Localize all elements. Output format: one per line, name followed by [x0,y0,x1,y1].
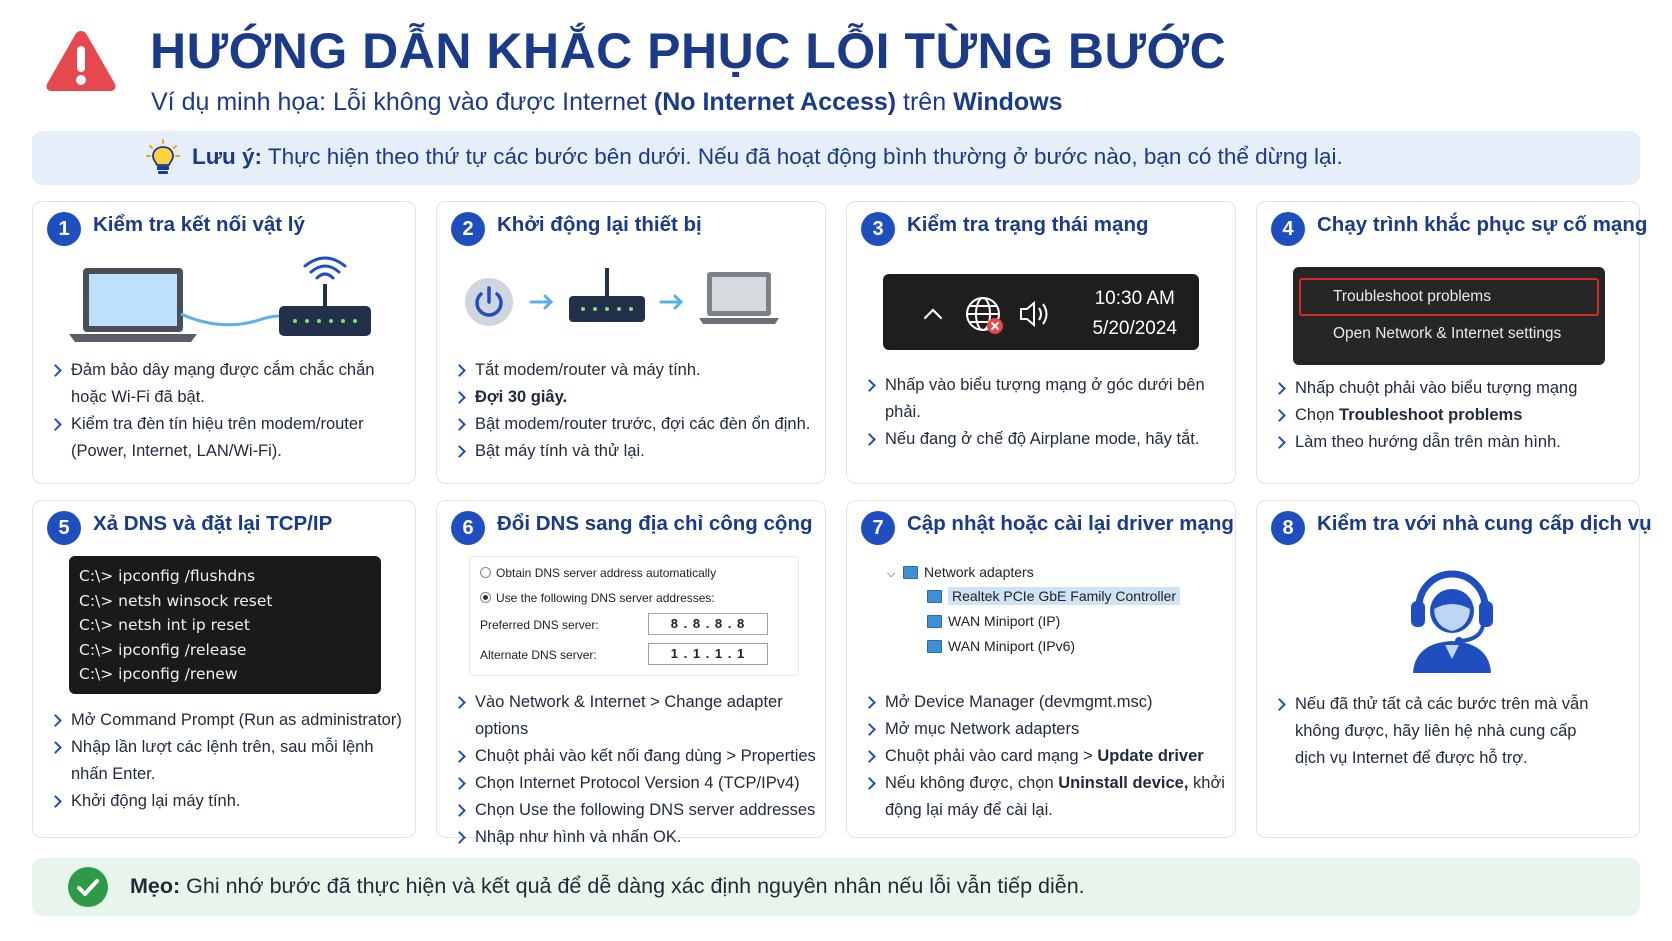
list-item: Đảm bảo dây mạng được cắm chắc chắn hoặc Wi-Fi đã bật. [49,357,409,411]
preferred-dns-input[interactable]: 8 . 8 . 8 . 8 [648,613,768,635]
list-item: Mở Device Manager (devmgmt.msc) [863,689,1229,716]
tray-time: 10:30 AM [1094,288,1175,309]
preferred-dns-label: Preferred DNS server: [480,618,599,632]
list-item: Nhấp chuột phải vào biểu tượng mạng [1273,375,1633,402]
list-item: Chọn Troubleshoot problems [1273,402,1633,429]
step-card-6 [436,500,826,846]
header [40,22,1640,122]
network-adapter-icon [927,590,942,603]
chevron-down-icon: ⌵ [887,568,896,580]
tree-item-realtek[interactable]: Realtek PCIe GbE Family Controller [927,588,1180,604]
chevron-up-icon [925,310,941,318]
step-card-7 [846,500,1236,838]
step-bullets [453,689,823,851]
support-agent-icon [1407,563,1497,673]
network-adapter-icon [927,640,942,653]
check-circle-icon [68,867,108,907]
step-card-4 [1256,201,1648,484]
tree-item-wan-ipv6[interactable]: WAN Miniport (IPv6) [927,638,1075,654]
radio-button [480,567,491,578]
step-bullets [49,707,413,815]
context-menu [1293,267,1605,365]
list-item: Nếu không được, chọn Uninstall device, khởi động lại máy để cài lại. [863,770,1229,824]
dns-manual-option[interactable]: Use the following DNS server addresses: [480,591,715,605]
list-item: Kiểm tra đèn tín hiệu trên modem/router (Power, Internet, LAN/Wi-Fi). [49,411,409,465]
page-subtitle: Ví dụ minh họa: Lỗi không vào được Internet (No Internet Access) trên Windows [151,88,1063,116]
alternate-dns-label: Alternate DNS server: [480,648,597,662]
step-number: 6 [451,511,485,545]
arrow-right-icon [661,296,681,308]
step-title: Kiểm tra kết nối vật lý [93,213,305,236]
step-number: 7 [861,511,895,545]
laptop-router-illustration [61,254,381,346]
list-item: Nhập như hình và nhấn OK. [453,824,823,851]
taskbar-tray [883,274,1199,350]
warning-icon [44,28,118,94]
laptop-icon [699,272,779,324]
network-adapter-icon [927,615,942,628]
step-number: 2 [451,212,485,246]
speaker-icon [1021,303,1047,325]
step-number: 1 [47,212,81,246]
step-number: 4 [1271,212,1305,246]
menu-item-troubleshoot[interactable]: Troubleshoot problems [1333,288,1491,305]
list-item: Nhập lần lượt các lệnh trên, sau mỗi lệnh nhấn Enter. [49,734,413,788]
step-card-3 [846,201,1236,484]
step-number: 8 [1271,511,1305,545]
step-card-5 [32,500,416,838]
tree-node-network-adapters[interactable]: ⌵ Network adapters [887,564,1034,580]
list-item: Khởi động lại máy tính. [49,788,413,815]
list-item: Bật modem/router trước, đợi các đèn ổn định. [453,411,819,438]
list-item: Nếu đã thử tất cả các bước trên mà vẫn không được, hãy liên hệ nhà cung cấp dịch vụ Internet để được hỗ trợ. [1273,691,1609,772]
alternate-dns-input[interactable]: 1 . 1 . 1 . 1 [648,643,768,665]
arrow-right-icon [531,296,551,308]
laptop-icon [69,268,197,342]
command-line: C:\> ipconfig /renew [79,665,238,683]
list-item: Làm theo hướng dẫn trên màn hình. [1273,429,1633,456]
list-item: Mở Command Prompt (Run as administrator) [49,707,413,734]
page-title: HƯỚNG DẪN KHẮC PHỤC LỖI TỪNG BƯỚC [150,23,1227,79]
note-banner [32,131,1640,185]
step-title: Chạy trình khắc phục sự cố mạng [1317,213,1648,236]
list-item: Chuột phải vào kết nối đang dùng > Properties [453,743,823,770]
tray-date: 5/20/2024 [1092,318,1177,339]
step-card-2 [436,201,826,484]
step-number: 5 [47,511,81,545]
step-bullets [49,357,409,465]
dns-auto-option[interactable]: Obtain DNS server address automatically [480,566,716,580]
step-title: Kiểm tra trạng thái mạng [907,213,1149,236]
note-text: Lưu ý: Thực hiện theo thứ tự các bước bên dưới. Nếu đã hoạt động bình thường ở bước nào, bạn có thể dừng lại. [192,144,1343,169]
step-bullets [863,689,1229,824]
network-adapter-icon [903,566,918,579]
power-icon [465,278,513,326]
command-line: C:\> ipconfig /flushdns [79,567,256,585]
device-manager-tree [883,556,1213,676]
list-item: Bật máy tính và thử lại. [453,438,819,465]
radio-button [480,592,491,603]
step-number: 3 [861,212,895,246]
step-title: Cập nhật hoặc cài lại driver mạng [907,512,1234,535]
step-bullets [1273,375,1633,456]
step-card-1 [32,201,416,484]
tip-banner [32,858,1640,916]
step-card-8 [1256,500,1652,838]
restart-sequence-illustration [465,262,795,340]
dns-settings-dialog [469,556,799,676]
step-bullets [1273,691,1609,772]
router-icon [569,268,645,322]
step-title: Xả DNS và đặt lại TCP/IP [93,512,333,535]
list-item: Chuột phải vào card mạng > Update driver [863,743,1229,770]
list-item: Vào Network & Internet > Change adapter options [453,689,823,743]
step-title: Đổi DNS sang địa chỉ công cộng [497,512,813,535]
step-title: Khởi động lại thiết bị [497,213,702,236]
list-item: Chọn Use the following DNS server addresses [453,797,823,824]
step-title: Kiểm tra với nhà cung cấp dịch vụ [1317,512,1652,535]
list-item: Tắt modem/router và máy tính. [453,357,819,384]
command-line: C:\> netsh int ip reset [79,616,250,634]
router-icon [279,258,371,336]
list-item: Đợi 30 giây. [453,384,819,411]
menu-item-network-settings[interactable]: Open Network & Internet settings [1333,325,1562,342]
command-line: C:\> netsh winsock reset [79,591,273,610]
tip-text: Mẹo: Ghi nhớ bước đã thực hiện và kết quả để dễ dàng xác định nguyên nhân nếu lỗi vẫn tiếp diễn. [130,874,1085,898]
list-item: Chọn Internet Protocol Version 4 (TCP/IPv4) [453,770,823,797]
command-prompt-block [69,556,381,694]
tray-clock [1092,284,1177,344]
lightbulb-icon [146,139,180,177]
list-item: Nếu đang ở chế độ Airplane mode, hãy tắt. [863,426,1229,453]
command-line: C:\> ipconfig /release [79,640,247,659]
list-item: Nhấp vào biểu tượng mạng ở góc dưới bên phải. [863,372,1229,426]
step-bullets [863,372,1229,453]
step-bullets [453,357,819,465]
tree-item-wan-ip[interactable]: WAN Miniport (IP) [927,613,1060,629]
list-item: Mở mục Network adapters [863,716,1229,743]
